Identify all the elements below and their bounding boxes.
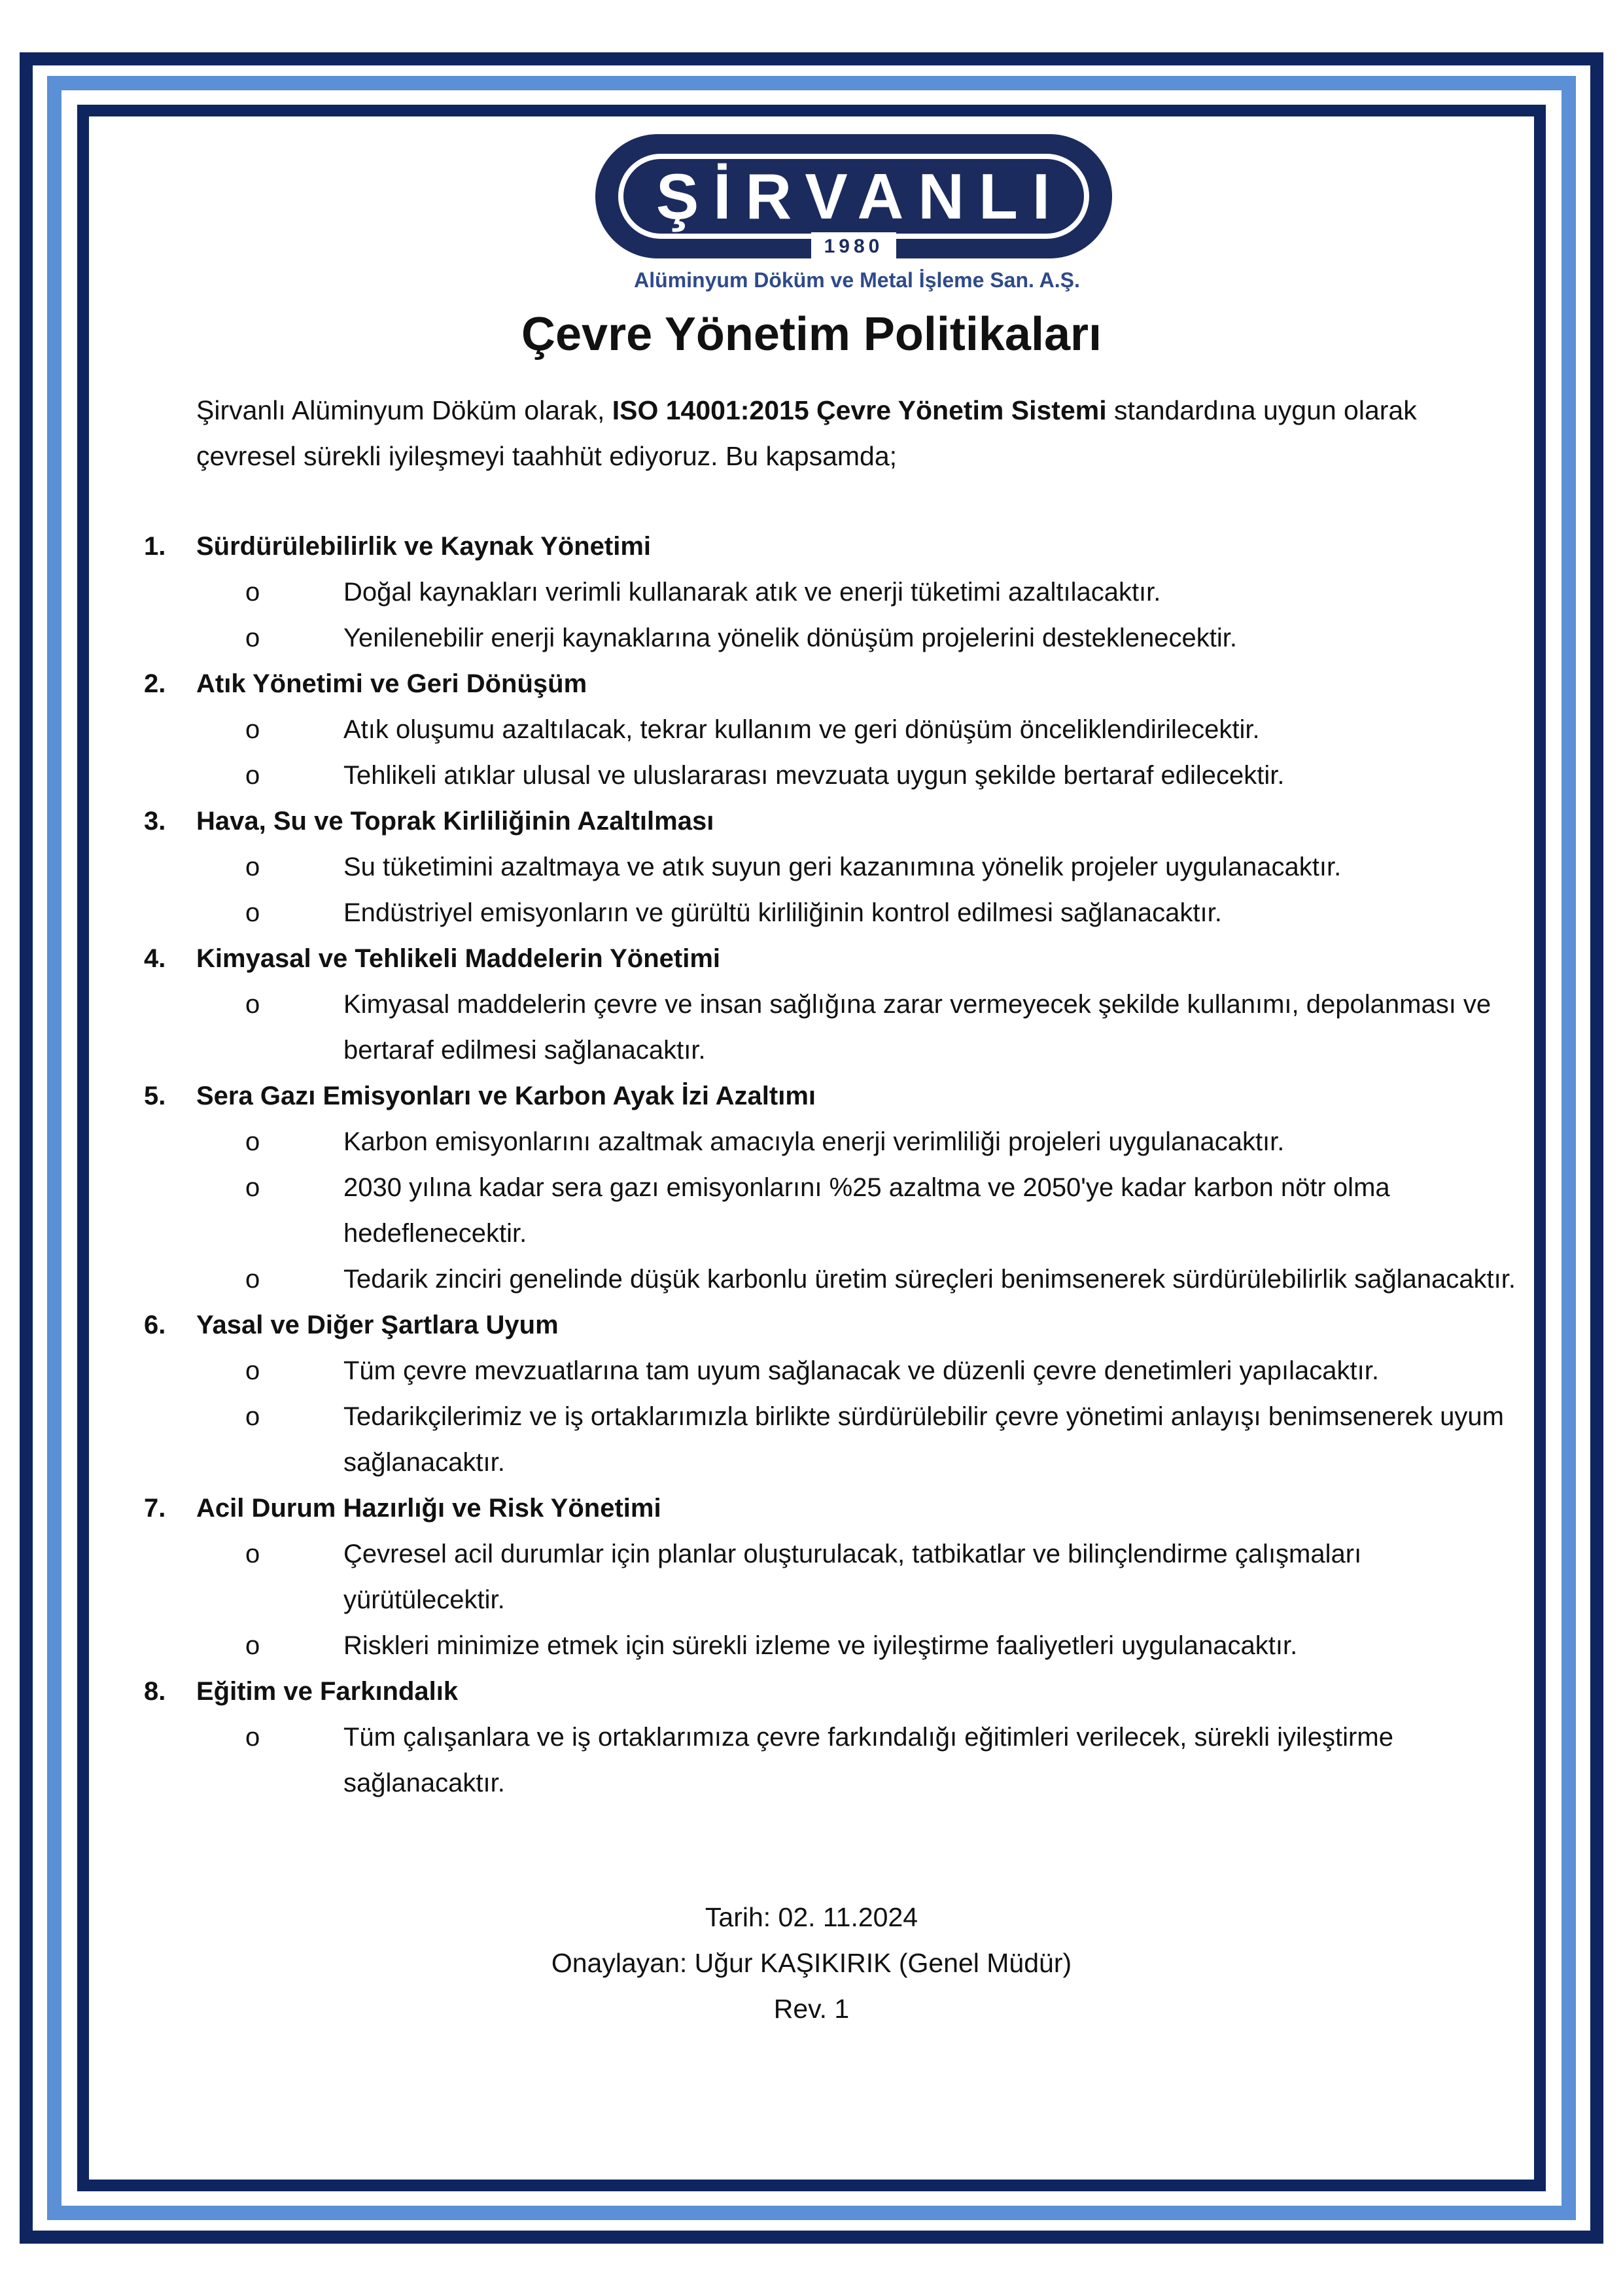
list-item (144, 1531, 1518, 1623)
policy-section (144, 1073, 1518, 1302)
approval-date: Tarih: 02. 11.2024 (705, 1902, 918, 1932)
list-item-text: Tüm çalışanlara ve iş ortaklarımıza çevre farkındalığı eğitimleri verilecek, sürekli iyileştirme sağlanacaktır. (343, 1723, 1393, 1797)
company-logo (595, 134, 1119, 298)
intro-text-start: Şirvanlı Alüminyum Döküm olarak, (196, 395, 612, 425)
section-number: 4. (144, 944, 166, 973)
section-heading (144, 798, 1518, 844)
section-heading (144, 523, 1518, 569)
bullet-icon: o (245, 1265, 260, 1294)
bullet-icon: o (245, 990, 260, 1019)
list-item-text: Karbon emisyonlarını azaltmak amacıyla enerji verimliliği projeleri uygulanacaktır. (343, 1127, 1285, 1156)
bullet-icon: o (245, 1356, 260, 1385)
logo-brand-text: ŞİRVANLI (618, 154, 1089, 239)
list-item-text: Doğal kaynakları verimli kullanarak atık ve enerji tüketimi azaltılacaktır. (343, 578, 1161, 607)
intro-paragraph (196, 387, 1518, 479)
section-heading (144, 661, 1518, 707)
list-item-text: Tedarikçilerimiz ve iş ortaklarımızla birlikte sürdürülebilir çevre yönetimi anlayışı benimsenerek uyum sağlanacaktır. (343, 1402, 1504, 1477)
section-number: 6. (144, 1311, 166, 1339)
revision-number: Rev. 1 (773, 1994, 850, 2024)
section-number: 1. (144, 532, 166, 561)
section-title: Yasal ve Diğer Şartlara Uyum (196, 1311, 559, 1339)
bullet-icon: o (245, 1127, 260, 1156)
list-item-text: Kimyasal maddelerin çevre ve insan sağlığına zarar vermeyecek şekilde kullanımı, depolanması ve bertaraf edilmesi sağlanacaktır. (343, 990, 1492, 1065)
section-heading (144, 1669, 1518, 1714)
section-number: 2. (144, 669, 166, 698)
list-item (144, 615, 1518, 661)
list-item-text: Riskleri minimize etmek için sürekli izleme ve iyileştirme faaliyetleri uygulanacaktır. (343, 1631, 1298, 1660)
list-item-text: Su tüketimini azaltmaya ve atık suyun geri kazanımına yönelik projeler uygulanacaktır. (343, 853, 1342, 881)
bullet-icon: o (245, 1173, 260, 1202)
policy-section (144, 1302, 1518, 1485)
logo-year: 1980 (811, 232, 896, 261)
intro-standard-name: ISO 14001:2015 Çevre Yönetim Sistemi (612, 395, 1107, 425)
bullet-icon: o (245, 1402, 260, 1431)
list-item-text: Tüm çevre mevzuatlarına tam uyum sağlanacak ve düzenli çevre denetimleri yapılacaktır. (343, 1356, 1379, 1385)
list-item (144, 1348, 1518, 1394)
section-number: 5. (144, 1082, 166, 1110)
policy-list (144, 523, 1518, 1806)
section-number: 7. (144, 1494, 166, 1523)
list-item (144, 1119, 1518, 1165)
list-item-text: Tedarik zinciri genelinde düşük karbonlu üretim süreçleri benimsenerek sürdürülebilirlik sağlanacaktır. (343, 1265, 1516, 1294)
list-item (144, 707, 1518, 752)
policy-section (144, 661, 1518, 798)
section-title: Eğitim ve Farkındalık (196, 1677, 459, 1706)
policy-section (144, 1669, 1518, 1806)
section-heading (144, 1073, 1518, 1119)
bullet-icon: o (245, 1631, 260, 1660)
list-item (144, 1394, 1518, 1485)
list-item-text: Atık oluşumu azaltılacak, tekrar kullanım ve geri dönüşüm önceliklendirilecektir. (343, 715, 1260, 744)
bullet-icon: o (245, 578, 260, 607)
bullet-icon: o (245, 898, 260, 927)
section-title: Atık Yönetimi ve Geri Dönüşüm (196, 669, 587, 698)
list-item (144, 1623, 1518, 1669)
bullet-icon: o (245, 853, 260, 881)
section-number: 3. (144, 807, 166, 836)
list-item-text: Yenilenebilir enerji kaynaklarına yönelik dönüşüm projelerini desteklenecektir. (343, 624, 1237, 652)
logo-tagline: Alüminyum Döküm ve Metal İşleme San. A.Ş. (634, 268, 1080, 292)
section-title: Sera Gazı Emisyonları ve Karbon Ayak İzi Azaltımı (196, 1082, 816, 1110)
list-item (144, 752, 1518, 798)
approval-signatory: Onaylayan: Uğur KAŞIKIRIK (Genel Müdür) (551, 1948, 1072, 1978)
list-item (144, 981, 1518, 1073)
policy-section (144, 936, 1518, 1073)
list-item (144, 890, 1518, 936)
section-title: Acil Durum Hazırlığı ve Risk Yönetimi (196, 1494, 661, 1523)
bullet-icon: o (245, 715, 260, 744)
list-item-text: Tehlikeli atıklar ulusal ve uluslararası mevzuata uygun şekilde bertaraf edilecektir. (343, 761, 1285, 790)
list-item-text: Endüstriyel emisyonların ve gürültü kirliliğinin kontrol edilmesi sağlanacaktır. (343, 898, 1222, 927)
list-item (144, 1714, 1518, 1806)
list-item-text: Çevresel acil durumlar için planlar oluşturulacak, tatbikatlar ve bilinçlendirme çalışmaları yürütülecektir. (343, 1540, 1362, 1614)
policy-section (144, 1485, 1518, 1669)
bullet-icon: o (245, 1540, 260, 1568)
page-title: Çevre Yönetim Politikaları (521, 308, 1102, 361)
section-title: Kimyasal ve Tehlikeli Maddelerin Yönetimi (196, 944, 721, 973)
approval-block (0, 1894, 1623, 2032)
bullet-icon: o (245, 624, 260, 652)
policy-section (144, 798, 1518, 936)
list-item (144, 569, 1518, 615)
section-heading (144, 936, 1518, 981)
policy-section (144, 523, 1518, 661)
section-heading (144, 1485, 1518, 1531)
intro-text-end: standardına uygun olarak çevresel sürekli iyileşmeyi taahhüt ediyoruz. Bu kapsamda; (196, 395, 1417, 471)
section-title: Hava, Su ve Toprak Kirliliğinin Azaltılması (196, 807, 714, 836)
section-number: 8. (144, 1677, 166, 1706)
bullet-icon: o (245, 761, 260, 790)
list-item (144, 1256, 1518, 1302)
list-item (144, 1165, 1518, 1256)
section-title: Sürdürülebilirlik ve Kaynak Yönetimi (196, 532, 652, 561)
section-heading (144, 1302, 1518, 1348)
bullet-icon: o (245, 1723, 260, 1752)
list-item (144, 844, 1518, 890)
list-item-text: 2030 yılına kadar sera gazı emisyonlarını %25 azaltma ve 2050'ye kadar karbon nötr olma hedeflenecektir. (343, 1173, 1390, 1248)
